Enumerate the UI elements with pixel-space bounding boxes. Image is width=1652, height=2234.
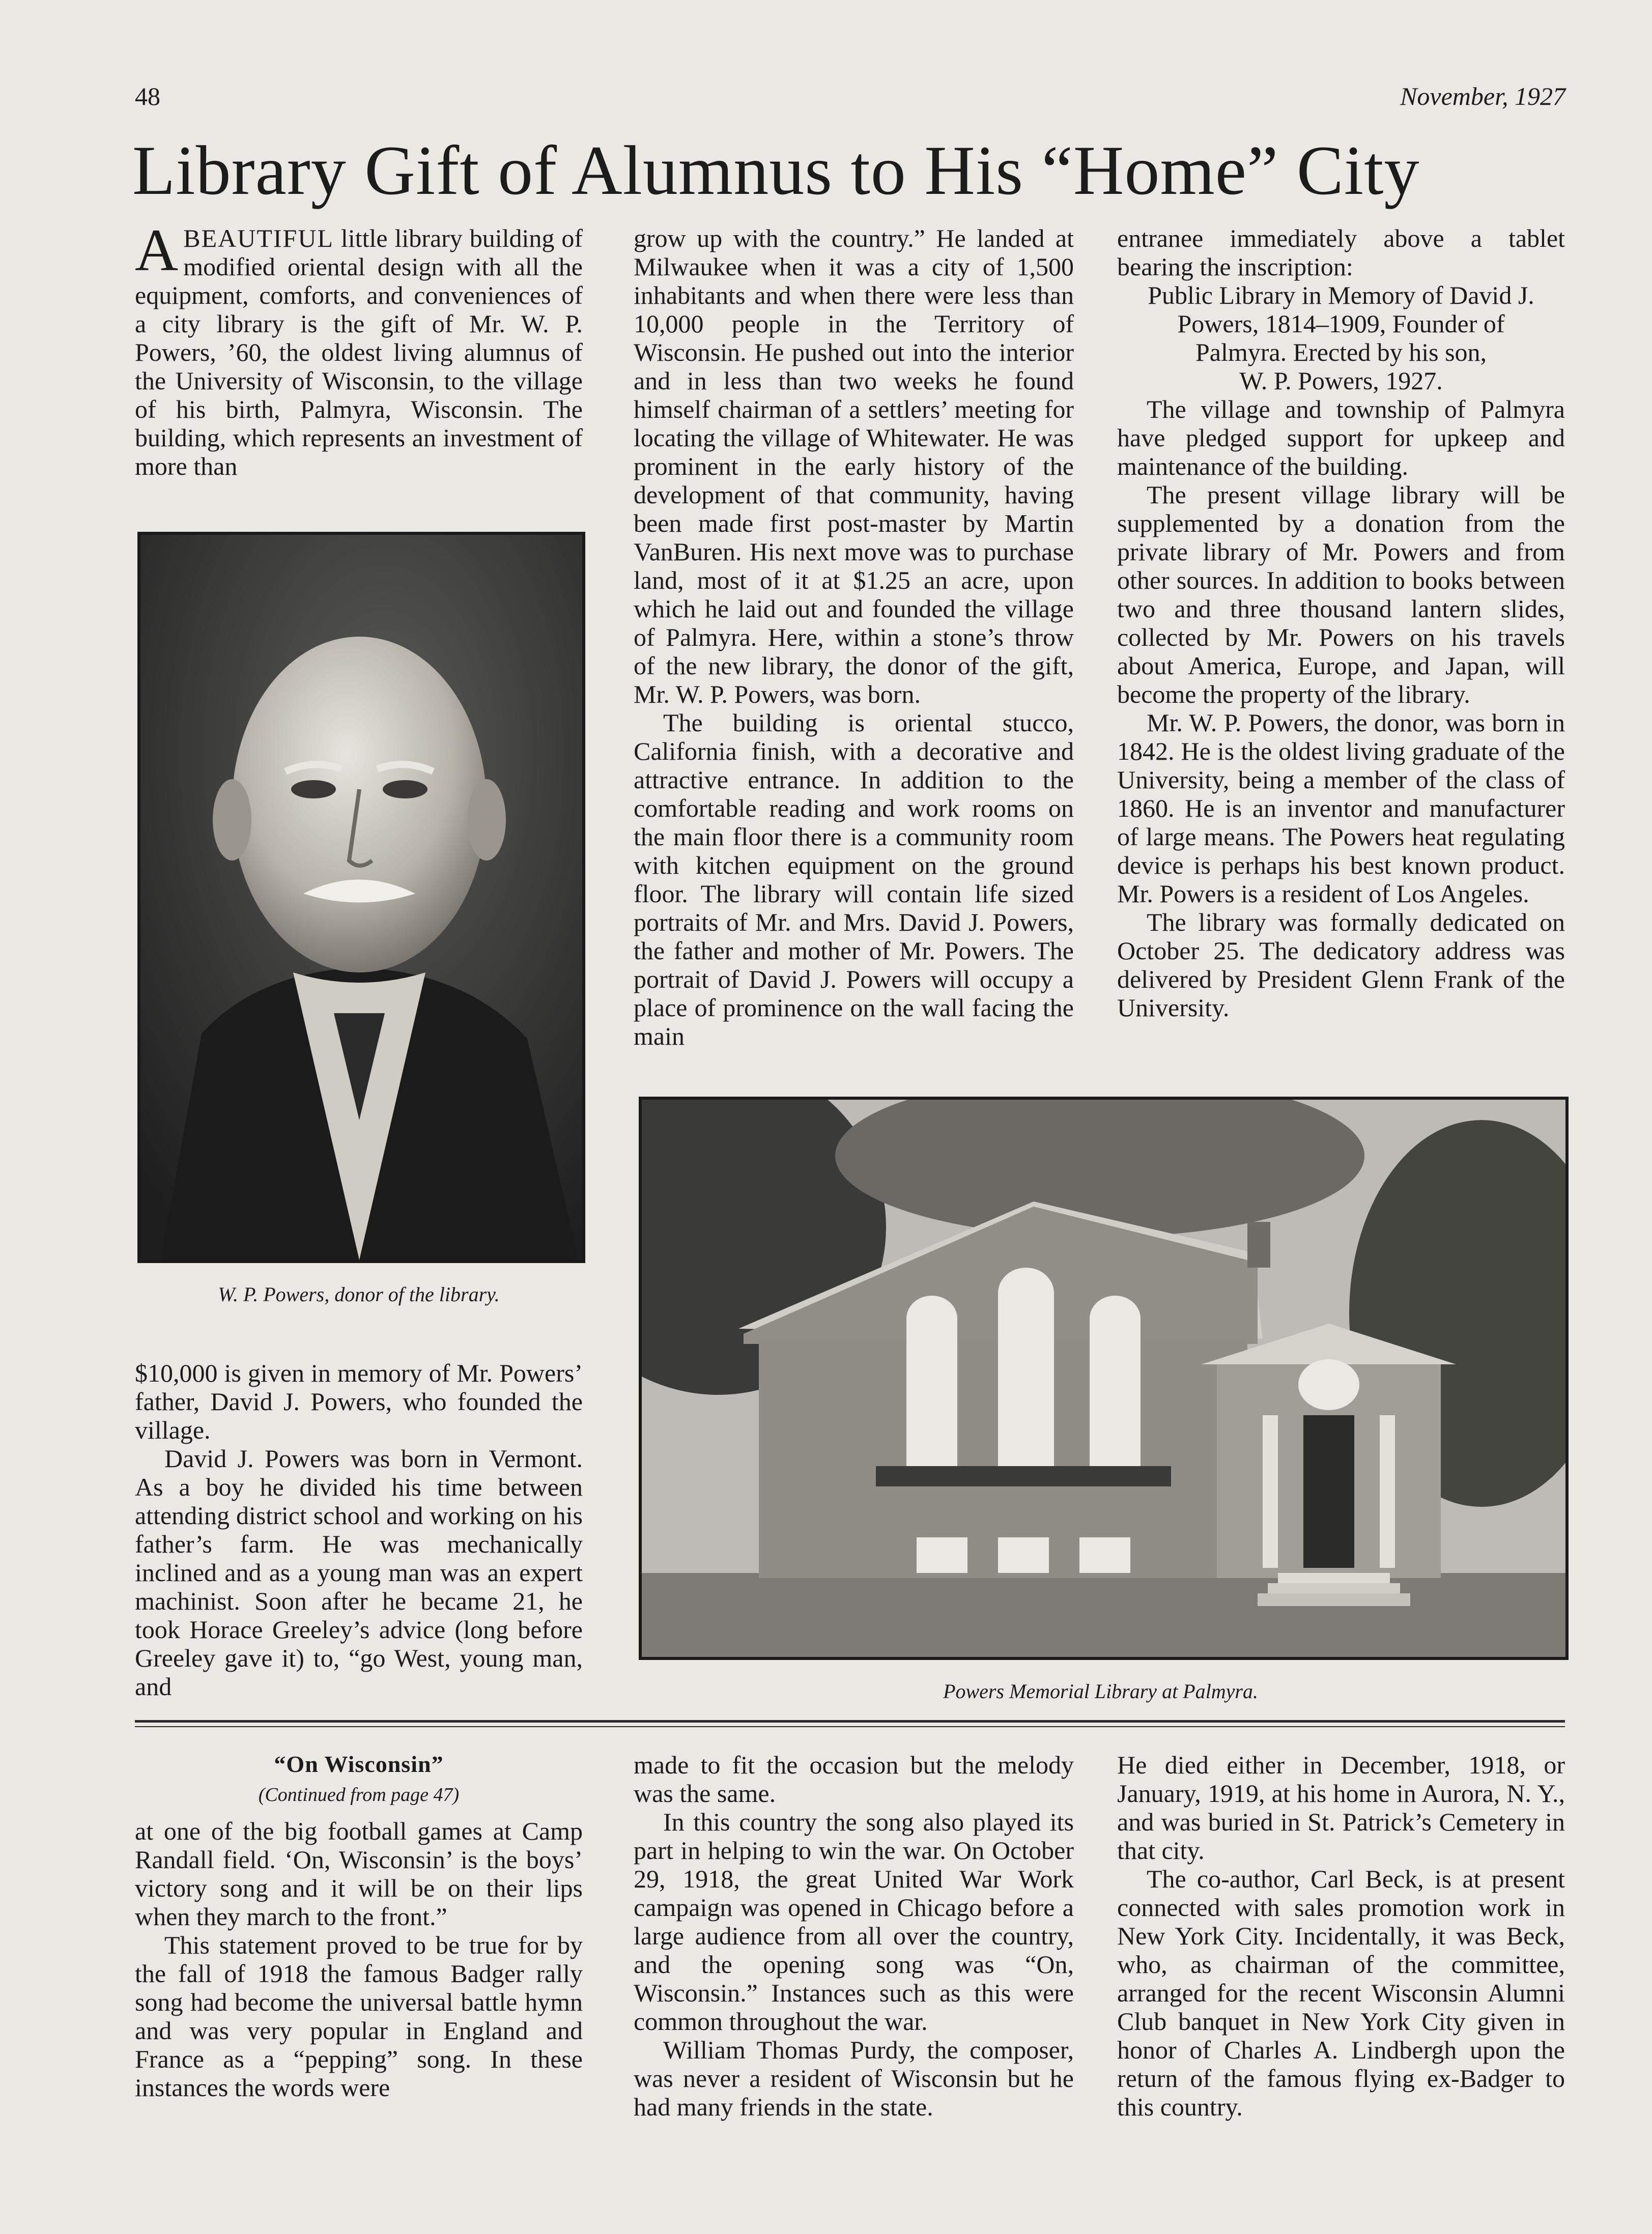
page-number: 48 — [135, 82, 160, 110]
paragraph: He died either in December, 1918, or January, 1919, at his home in Aurora, N. Y., and was buried in St. Patrick’s Cemetery in that city. — [1117, 1751, 1565, 1865]
library-building-image — [642, 1100, 1565, 1657]
section-divider-thin — [135, 1726, 1565, 1727]
continued-column-3 — [1117, 1751, 1565, 2121]
portrait-image — [140, 535, 582, 1260]
library-building-photo — [639, 1097, 1569, 1660]
paragraph: $10,000 is given in memory of Mr. Powers’ father, David J. Powers, who founded the village. — [135, 1359, 583, 1444]
drop-cap: A — [135, 217, 179, 283]
paragraph: The library was formally dedicated on October 25. The dedicatory address was delivered by President Glenn Frank of the University. — [1117, 908, 1565, 1022]
paragraph: The village and township of Palmyra have pledged support for upkeep and maintenance of the building. — [1117, 395, 1565, 480]
intro-paragraph — [135, 217, 583, 480]
paragraph: Mr. W. P. Powers, the donor, was born in 1842. He is the oldest living graduate of the University, being a member of the class of 1860. He is an inventor and manufacturer of large means. The Powers heat regulating device is perhaps his best known product. Mr. Powers is a resident of Los Angeles. — [1117, 708, 1565, 908]
article-column-1-bottom — [135, 1359, 583, 1701]
inscription-line: Palmyra. Erected by his son, — [1195, 338, 1487, 366]
article-column-1-top — [135, 217, 583, 480]
intro-text: little library building of modified oriental design with all the equipment, comforts, and conveniences of a city library is the gift of Mr. W. P. Powers, ’60, the oldest living alumnus of the University of Wisconsin, to the village of his birth, Palmyra, Wisconsin. The building, which represents an investment of more than — [135, 224, 583, 480]
paragraph: at one of the big football games at Camp Randall field. ‘On, Wisconsin’ is the boys’ victory song and it will be on their lips when they march to the front.” — [135, 1817, 583, 1931]
paragraph: David J. Powers was born in Vermont. As a boy he divided his time between attending district school and working on his father’s farm. He was mechanically inclined and as a young man was an expert machinist. Soon after he became 21, he took Horace Greeley’s advice (long before Greeley gave it) to, “go West, young man, and — [135, 1444, 583, 1701]
continued-column-1 — [135, 1817, 583, 2102]
inscription-line: Public Library in Memory of David J. — [1148, 281, 1534, 309]
inscription-line: Powers, 1814–1909, Founder of — [1177, 309, 1505, 338]
paragraph: The present village library will be supplemented by a donation from the private library of Mr. Powers and from other sources. In addition to books between two and three thousand lantern slides, collected by Mr. Powers on his travels about America, Europe, and Japan, will become the property of the library. — [1117, 480, 1565, 708]
paragraph: This statement proved to be true for by the fall of 1918 the famous Badger rally song had become the universal battle hymn and was very popular in England and France as a “pepping” song. In these instances the words were — [135, 1931, 583, 2102]
continued-note: (Continued from page 47) — [258, 1784, 460, 1806]
continued-column-2 — [634, 1751, 1074, 2121]
paragraph: William Thomas Purdy, the composer, was never a resident of Wisconsin but he had many friends in the state. — [634, 2036, 1074, 2121]
paragraph: The building is oriental stucco, California finish, with a decorative and attractive entrance. In addition to the comfortable reading and work rooms on the main floor there is a community room with kitchen equipment on the ground floor. The library will contain life sized portraits of Mr. and Mrs. David J. Powers, the father and mother of Mr. Powers. The portrait of David J. Powers will occupy a place of prominence on the wall facing the main — [634, 708, 1074, 1050]
building-caption: Powers Memorial Library at Palmyra. — [943, 1680, 1258, 1703]
continued-heading: “On Wisconsin” — [274, 1751, 444, 1777]
portrait-photo — [137, 532, 585, 1263]
section-divider — [135, 1720, 1565, 1723]
paragraph: made to fit the occasion but the melody was the same. — [634, 1751, 1074, 1808]
article-column-3 — [1117, 224, 1565, 1022]
intro-smallcaps: BEAUTIFUL — [183, 224, 334, 252]
paragraph: The co-author, Carl Beck, is at present connected with sales promotion work in New York City. Incidentally, it was Beck, who, as chairman of the committee, arranged for the recent Wisconsin Alumni Club banquet in New York City given in honor of Charles A. Lindbergh upon the return of the famous flying ex-Badger to this country. — [1117, 1865, 1565, 2121]
issue-date: November, 1927 — [1400, 82, 1565, 110]
article-headline: Library Gift of Alumnus to His “Home” City — [132, 131, 1420, 209]
article-column-2 — [634, 224, 1074, 1050]
inscription-line: W. P. Powers, 1927. — [1239, 366, 1443, 395]
paragraph: In this country the song also played its part in helping to win the war. On October 29, 1918, the great United War Work campaign was opened in Chicago before a large audience from all over the country, and the opening song was “On, Wisconsin.” Instances such as this were common throughout the war. — [634, 1808, 1074, 2036]
paragraph: grow up with the country.” He landed at Milwaukee when it was a city of 1,500 inhabitants and when there were less than 10,000 people in the Territory of Wisconsin. He pushed out into the interior and in less than two weeks he found himself chairman of a settlers’ meeting for locating the village of Whitewater. He was prominent in the early history of the development of that community, having been made first post-master by Martin VanBuren. His next move was to purchase land, most of it at $1.25 an acre, upon which he laid out and founded the village of Palmyra. Here, within a stone’s throw of the new library, the donor of the gift, Mr. W. P. Powers, was born. — [634, 224, 1074, 708]
paragraph: entranee immediately above a tablet bearing the inscription: — [1117, 224, 1565, 281]
portrait-caption: W. P. Powers, donor of the library. — [218, 1283, 500, 1306]
